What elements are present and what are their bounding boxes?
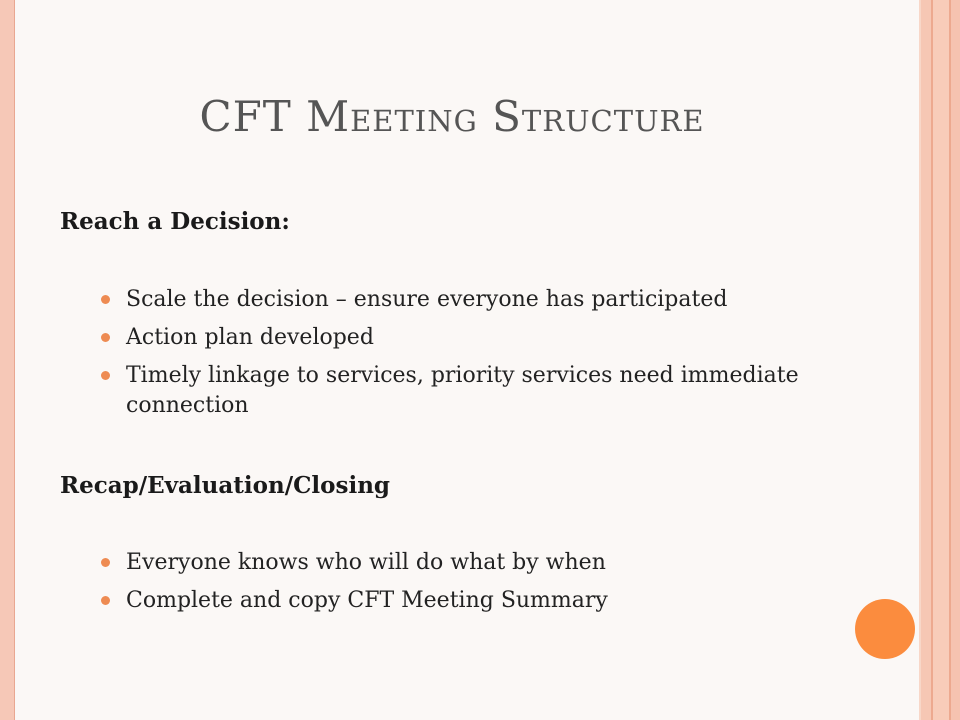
bullet-dot-icon: [101, 558, 110, 567]
slide-title: CFT Meeting Structure: [199, 92, 705, 141]
left-decorative-bar: [0, 0, 15, 720]
bullet-dot-icon: [101, 371, 110, 380]
bullet-text: Action plan developed: [126, 325, 374, 350]
section-heading-recap: Recap/Evaluation/Closing: [60, 472, 390, 499]
bullet-item: [126, 323, 806, 353]
bullet-item: [126, 361, 806, 421]
right-decorative-stripe: [933, 0, 949, 720]
right-decorative-stripe: [951, 0, 960, 720]
bullet-dot-icon: [101, 596, 110, 605]
bullet-item: [126, 586, 806, 616]
bullet-text: Complete and copy CFT Meeting Summary: [126, 588, 608, 613]
bullet-item: [126, 548, 806, 578]
bullet-text: Everyone knows who will do what by when: [126, 550, 606, 575]
bullet-dot-icon: [101, 295, 110, 304]
bullet-text: Timely linkage to services, priority services need immediate connection: [126, 363, 799, 418]
bullet-list-recap: [126, 548, 806, 624]
bullet-item: [126, 285, 806, 315]
bullet-list-reach-decision: [126, 285, 806, 429]
bullet-dot-icon: [101, 333, 110, 342]
section-heading-reach-decision: Reach a Decision:: [60, 208, 290, 235]
decorative-circle-icon: [855, 599, 915, 659]
bullet-text: Scale the decision – ensure everyone has participated: [126, 287, 728, 312]
right-decorative-stripe: [921, 0, 931, 720]
